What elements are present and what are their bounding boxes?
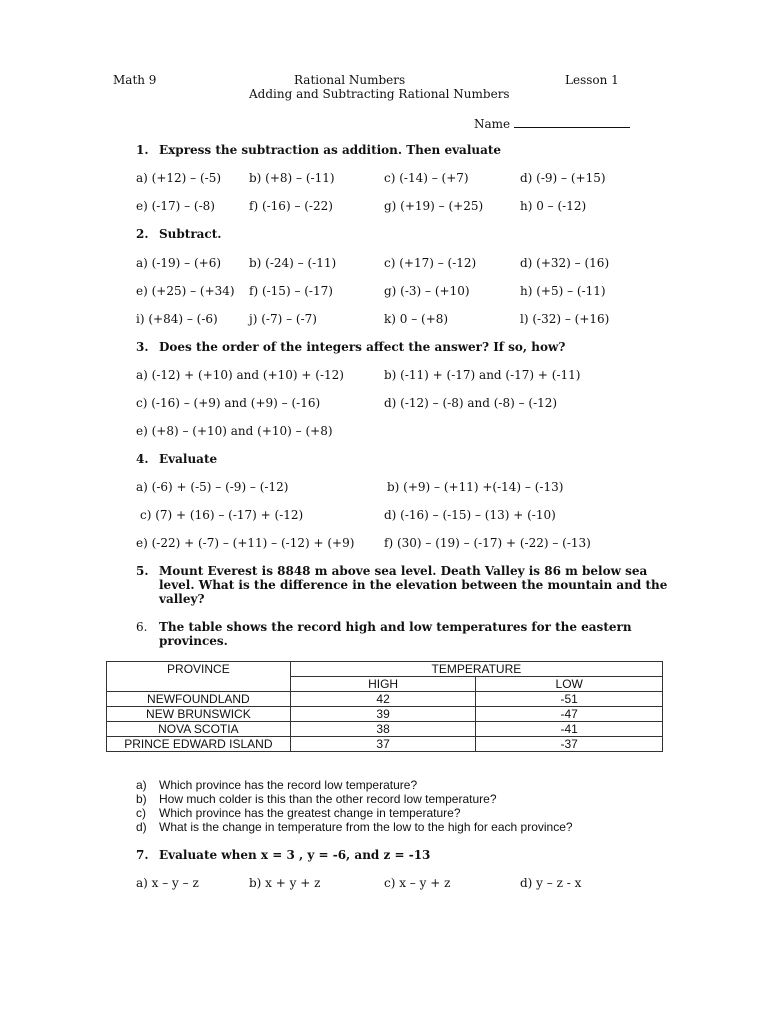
q4-item-a: a) (-6) + (-5) – (-9) – (-12) bbox=[136, 480, 289, 494]
temperature-table bbox=[106, 661, 663, 752]
q1-item-b: b) (+8) – (-11) bbox=[249, 171, 335, 185]
q6-sub-text-b: How much colder is this than the other record low temperature? bbox=[159, 792, 497, 806]
q3-item-c: c) (-16) – (+9) and (+9) – (-16) bbox=[136, 396, 321, 410]
q7-row-1 bbox=[0, 876, 768, 892]
q7-item-c: c) x – y + z bbox=[384, 876, 451, 890]
q6-sub-label-d: d) bbox=[136, 820, 147, 834]
q2-row-1 bbox=[0, 256, 768, 272]
q7-item-d: d) y – z - x bbox=[520, 876, 582, 890]
q3-item-a: a) (-12) + (+10) and (+10) + (-12) bbox=[136, 368, 344, 382]
q1-item-g: g) (+19) – (+25) bbox=[384, 199, 484, 213]
q6-line-2: provinces. bbox=[159, 634, 228, 648]
q1-number: 1. bbox=[136, 143, 149, 157]
q1-item-h: h) 0 – (-12) bbox=[520, 199, 587, 213]
q4-number: 4. bbox=[136, 452, 149, 466]
q2-item-a: a) (-19) – (+6) bbox=[136, 256, 222, 270]
header-province: PROVINCE bbox=[107, 662, 291, 692]
low-cell: -47 bbox=[476, 707, 663, 722]
q1-item-f: f) (-16) – (-22) bbox=[249, 199, 333, 213]
q4-row-3 bbox=[0, 536, 768, 552]
q3-item-d: d) (-12) – (-8) and (-8) – (-12) bbox=[384, 396, 558, 410]
q6-sub-text-a: Which province has the record low temperature? bbox=[159, 778, 418, 792]
high-cell: 42 bbox=[290, 692, 476, 707]
name-field bbox=[474, 116, 630, 131]
q2-item-d: d) (+32) – (16) bbox=[520, 256, 610, 270]
q3-item-b: b) (-11) + (-17) and (-17) + (-11) bbox=[384, 368, 581, 382]
course-label: Math 9 bbox=[113, 73, 157, 87]
q6-sub-label-b: b) bbox=[136, 792, 147, 806]
q2-item-g: g) (-3) – (+10) bbox=[384, 284, 470, 298]
header-temperature: TEMPERATURE bbox=[290, 662, 662, 677]
q3-title: Does the order of the integers affect the answer? If so, how? bbox=[159, 340, 566, 354]
q6-sub-label-a: a) bbox=[136, 778, 147, 792]
name-blank-line bbox=[514, 116, 630, 128]
name-label: Name bbox=[474, 117, 511, 131]
q1-item-d: d) (-9) – (+15) bbox=[520, 171, 606, 185]
province-cell: NEW BRUNSWICK bbox=[107, 707, 291, 722]
q4-item-c: c) (7) + (16) – (-17) + (-12) bbox=[140, 508, 304, 522]
q2-item-l: l) (-32) – (+16) bbox=[520, 312, 610, 326]
lesson-label: Lesson 1 bbox=[565, 73, 619, 87]
q7-item-a: a) x – y – z bbox=[136, 876, 199, 890]
table-header-row bbox=[107, 662, 663, 677]
province-cell: PRINCE EDWARD ISLAND bbox=[107, 737, 291, 752]
q3-item-e: e) (+8) – (+10) and (+10) – (+8) bbox=[136, 424, 333, 438]
q5-line-1: Mount Everest is 8848 m above sea level. Death Valley is 86 m below sea bbox=[159, 564, 648, 578]
q6-sub-label-c: c) bbox=[136, 806, 146, 820]
q4-title: Evaluate bbox=[159, 452, 218, 466]
q3-row-2 bbox=[0, 396, 768, 412]
q1-title: Express the subtraction as addition. Then evaluate bbox=[159, 143, 502, 157]
q2-item-f: f) (-15) – (-17) bbox=[249, 284, 333, 298]
q5-number: 5. bbox=[136, 564, 149, 578]
table-row bbox=[107, 692, 663, 707]
q6-line-1: The table shows the record high and low temperatures for the eastern bbox=[159, 620, 632, 634]
q1-item-c: c) (-14) – (+7) bbox=[384, 171, 469, 185]
high-cell: 39 bbox=[290, 707, 476, 722]
q7-item-b: b) x + y + z bbox=[249, 876, 321, 890]
q4-item-f: f) (30) – (19) – (-17) + (-22) – (-13) bbox=[384, 536, 591, 550]
q2-item-b: b) (-24) – (-11) bbox=[249, 256, 337, 270]
q1-item-e: e) (-17) – (-8) bbox=[136, 199, 215, 213]
province-cell: NEWFOUNDLAND bbox=[107, 692, 291, 707]
q3-row-3 bbox=[0, 424, 768, 440]
q4-item-b: b) (+9) – (+11) +(-14) – (-13) bbox=[387, 480, 564, 494]
low-cell: -51 bbox=[476, 692, 663, 707]
q2-item-j: j) (-7) – (-7) bbox=[249, 312, 317, 326]
q2-item-h: h) (+5) – (-11) bbox=[520, 284, 606, 298]
page-subtitle: Adding and Subtracting Rational Numbers bbox=[249, 87, 510, 101]
province-cell: NOVA SCOTIA bbox=[107, 722, 291, 737]
q1-item-a: a) (+12) – (-5) bbox=[136, 171, 222, 185]
q4-row-1 bbox=[0, 480, 768, 496]
q7-number: 7. bbox=[136, 848, 149, 862]
q3-number: 3. bbox=[136, 340, 149, 354]
q5-line-3: valley? bbox=[159, 592, 205, 606]
q2-item-i: i) (+84) – (-6) bbox=[136, 312, 218, 326]
q2-row-3 bbox=[0, 312, 768, 328]
q4-item-d: d) (-16) – (-15) – (13) + (-10) bbox=[384, 508, 556, 522]
q3-row-1 bbox=[0, 368, 768, 384]
q7-title: Evaluate when x = 3 , y = -6, and z = -13 bbox=[159, 848, 431, 862]
q5-line-2: level. What is the difference in the elevation between the mountain and the bbox=[159, 578, 668, 592]
q2-title: Subtract. bbox=[159, 227, 222, 241]
unit-title: Rational Numbers bbox=[294, 73, 406, 87]
q4-item-e: e) (-22) + (-7) – (+11) – (-12) + (+9) bbox=[136, 536, 355, 550]
q2-item-c: c) (+17) – (-12) bbox=[384, 256, 477, 270]
high-cell: 37 bbox=[290, 737, 476, 752]
table-row bbox=[107, 722, 663, 737]
q1-row-1 bbox=[0, 171, 768, 187]
low-cell: -41 bbox=[476, 722, 663, 737]
low-cell: -37 bbox=[476, 737, 663, 752]
q2-item-k: k) 0 – (+8) bbox=[384, 312, 449, 326]
high-cell: 38 bbox=[290, 722, 476, 737]
q6-number: 6. bbox=[136, 620, 148, 634]
q4-row-2 bbox=[0, 508, 768, 524]
q2-row-2 bbox=[0, 284, 768, 300]
table-row bbox=[107, 707, 663, 722]
q6-sub-text-d: What is the change in temperature from the low to the high for each province? bbox=[159, 820, 573, 834]
q2-number: 2. bbox=[136, 227, 149, 241]
table-row bbox=[107, 737, 663, 752]
header-high: HIGH bbox=[290, 677, 476, 692]
q1-row-2 bbox=[0, 199, 768, 215]
q6-sub-text-c: Which province has the greatest change in temperature? bbox=[159, 806, 461, 820]
q2-item-e: e) (+25) – (+34) bbox=[136, 284, 235, 298]
header-low: LOW bbox=[476, 677, 663, 692]
